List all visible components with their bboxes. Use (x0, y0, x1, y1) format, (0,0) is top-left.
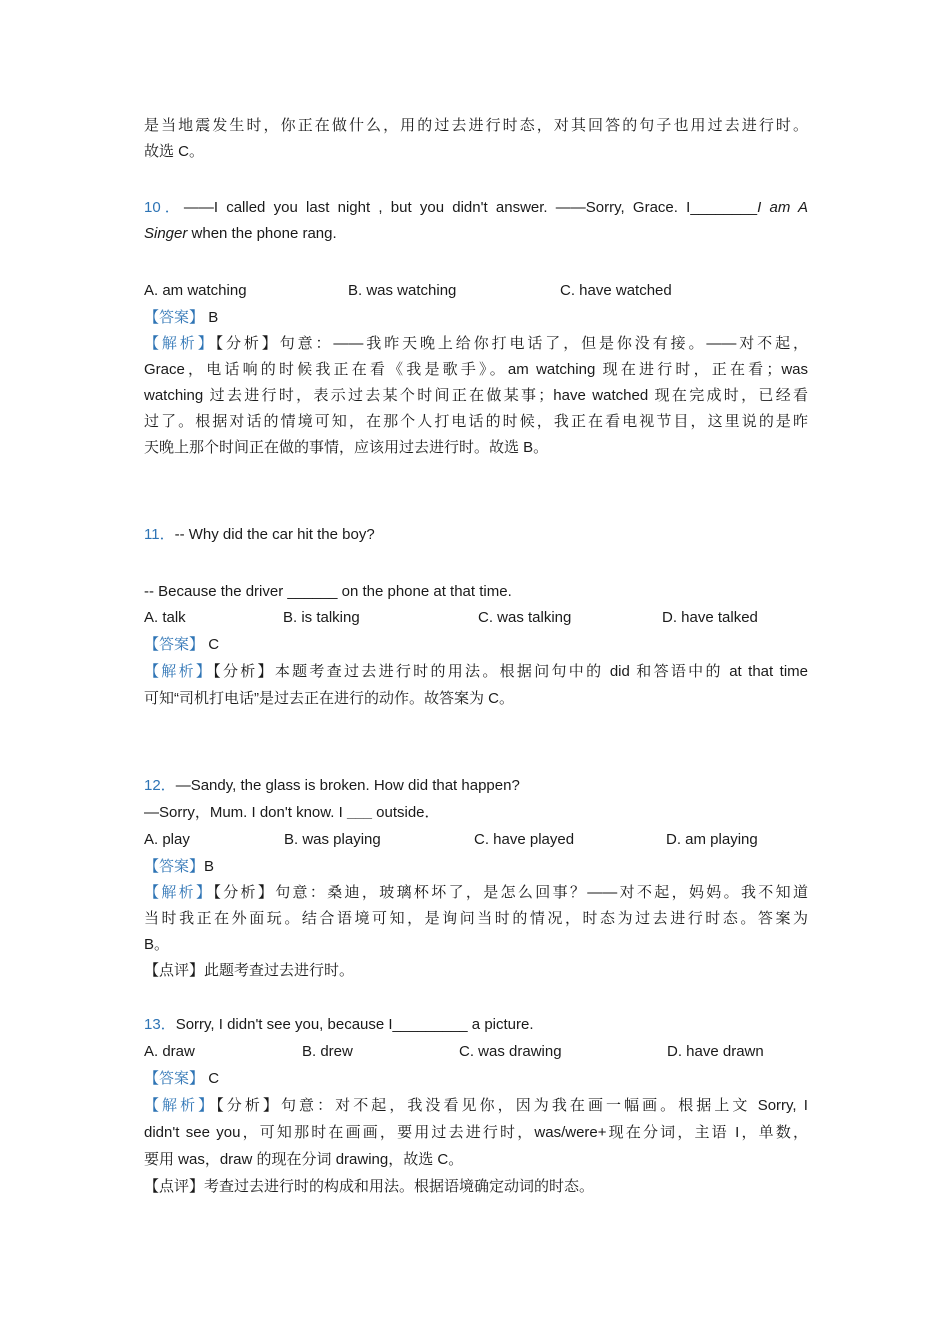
analysis-tag: 【解析】 (144, 663, 214, 680)
option-b: B. was watching (348, 282, 457, 299)
comment-line: 【点评】考查过去进行时的构成和用法。根据语境确定动词的时态。 (144, 1178, 595, 1195)
answer-value: C (208, 636, 220, 653)
stem-italic: I am A (757, 199, 808, 216)
question-number: 12． (144, 777, 176, 794)
stem-text: outside． (371, 804, 440, 821)
answer-value: B (208, 309, 219, 326)
stem-text: when the phone rang. (187, 225, 337, 242)
answer-tag: 【答案】 (144, 1070, 205, 1087)
question-12-stem (144, 773, 520, 799)
answer-value: B (204, 858, 215, 875)
analysis-line: 过了。根据对话的情境可知，在那个人打电话的时候，我正在看电视节目，这里说的是昨 (144, 413, 808, 430)
question-number: 10． (144, 199, 184, 216)
option-d: D. am playing (666, 831, 758, 848)
option-c: C. have watched (560, 282, 672, 299)
stem-text: —Sorry，Mum. I don't know. I (144, 804, 347, 821)
analysis-line: 可知“司机打电话”是过去正在进行的动作。故答案为 C。 (144, 690, 514, 707)
question-10-stem-cont (144, 221, 337, 247)
analysis-text: 【分析】句意：桑迪，玻璃杯坏了，是怎么回事？——对不起，妈妈。我不知道 (213, 884, 808, 901)
option-c: C. was drawing (459, 1043, 562, 1060)
analysis-line: 要用 was，draw 的现在分词 drawing，故选 C。 (144, 1151, 464, 1168)
question-11-stem-cont: -- Because the driver ______ on the phone at that time. (144, 583, 512, 600)
question-11-options (144, 605, 808, 631)
analysis-text: 【分析】句意：——我昨天晚上给你打电话了，但是你没有接。——对不起， (215, 335, 808, 352)
question-10-stem (144, 195, 808, 221)
question-13-stem (144, 1012, 534, 1038)
analysis-text: 【分析】本题考查过去进行时的用法。根据问句中的 did 和答语中的 at that time (213, 663, 808, 680)
analysis-line: Grace，电话响的时候我正在看《我是歌手》。am watching 现在进行时，正在看；was (144, 361, 808, 378)
intro-line: 是当地震发生时，你正在做什么，用的过去进行时态，对其回答的句子也用过去进行时。 (144, 117, 808, 134)
option-d: D. have drawn (667, 1043, 764, 1060)
analysis-line: didn't see you，可知那时在画画，要用过去进行时，was/were+现在分词，主语 I，单数， (144, 1124, 808, 1141)
answer-line (144, 305, 218, 331)
option-c: C. have played (474, 831, 575, 848)
analysis-line: 天晚上那个时间正在做的事情，应该用过去进行时。故选 B。 (144, 439, 549, 456)
stem-italic: Singer (144, 225, 188, 242)
option-d: D. have talked (662, 609, 758, 626)
analysis-text: 【分析】句意：对不起，我没看见你，因为我在画一幅画。根据上文 Sorry, I (216, 1097, 808, 1114)
question-11-stem (144, 522, 375, 548)
analysis-tag: 【解析】 (144, 884, 214, 901)
analysis-tag: 【解析】 (144, 335, 216, 352)
answer-tag: 【答案】 (144, 858, 205, 875)
answer-line (144, 632, 219, 658)
question-number: 13． (144, 1016, 176, 1033)
question-10-options (144, 278, 808, 304)
stem-text: -- Why did the car hit the boy? (174, 526, 375, 543)
option-c: C. was talking (478, 609, 572, 626)
analysis-line: 当时我正在外面玩。结合语境可知，是询问当时的情况，时态为过去进行时态。答案为 (144, 910, 808, 927)
answer-line (144, 854, 214, 880)
analysis-line (144, 331, 808, 357)
answer-blank: ___ (346, 804, 372, 821)
answer-tag: 【答案】 (144, 309, 205, 326)
option-a: A. talk (144, 609, 186, 626)
option-a: A. am watching (144, 282, 247, 299)
stem-text: Sorry, I didn't see you, because I_________ a picture. (175, 1016, 534, 1033)
analysis-line: watching 过去进行时，表示过去某个时间正在做某事；have watched 现在完成时，已经看 (144, 387, 808, 404)
question-12-stem-cont (144, 800, 440, 826)
analysis-tag: 【解析】 (144, 1097, 217, 1114)
option-a: A. draw (144, 1043, 195, 1060)
analysis-line: B。 (144, 936, 170, 953)
answer-value: C (208, 1070, 220, 1087)
intro-line: 故选 C。 (144, 143, 205, 160)
answer-tag: 【答案】 (144, 636, 205, 653)
question-number: 11． (144, 526, 175, 543)
option-b: B. was playing (284, 831, 381, 848)
option-b: B. drew (302, 1043, 353, 1060)
question-13-options (144, 1039, 808, 1065)
analysis-line (144, 1093, 808, 1119)
option-b: B. is talking (283, 609, 360, 626)
option-a: A. play (144, 831, 190, 848)
comment-line: 【点评】此题考查过去进行时。 (144, 962, 355, 979)
analysis-line (144, 659, 808, 685)
stem-text: ——I called you last night , but you didn't answer. ——Sorry, Grace. I________ (183, 199, 758, 216)
stem-text: —Sandy, the glass is broken. How did that happen? (175, 777, 520, 794)
question-12-options (144, 827, 808, 853)
analysis-line (144, 880, 808, 906)
answer-line (144, 1066, 219, 1092)
